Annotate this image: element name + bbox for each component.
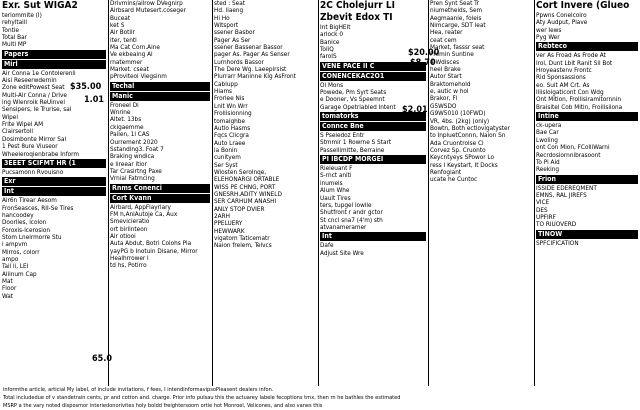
sticker-line: iter, tentl [110, 36, 137, 44]
sticker-line: rehyltaill [2, 19, 27, 27]
sticker-line: Buceat [110, 14, 131, 22]
sticker-line: SER CARHUM ANASHI [214, 198, 277, 206]
sticker-line: hancoodey [2, 211, 34, 219]
sticker-line: ssener Bassenar Bassor [214, 44, 283, 52]
sticker-line: Hiams [214, 88, 233, 96]
sticker-line: St cncl sna7 (4'm) sth [320, 216, 383, 224]
sticker-line: Zone editPowest Seat [2, 84, 65, 92]
sticker-line: VICE [536, 199, 550, 207]
sticker-line: Hroyeastenv Frontc [536, 67, 592, 75]
sticker-column-2 [110, 0, 210, 398]
sticker-line: Braisitel Cob Mitin, Froillsiiona [536, 103, 623, 111]
sticker-line: WISS PE CHNG, PORT [214, 183, 276, 191]
sticker-line: Sensipers, le Trurise, sal [2, 106, 72, 114]
sticker-line: Reeking [536, 166, 560, 174]
sticker-line: Air otiooi [110, 232, 136, 240]
sticker-line: Rieleuant F [320, 165, 353, 173]
sticker-line: to InpluetConnn, Naion Sn [430, 132, 506, 140]
price-value: 65.0 [92, 354, 112, 364]
sticker-line: Rid Sponsassions [536, 74, 586, 82]
sticker-line: Adjust Site Wre [320, 249, 364, 257]
sticker-line: ver As Froad As Frode At [536, 52, 606, 60]
sticker-line: Lurnhords Bassor [214, 58, 264, 66]
sticker-line: PPELUERY [214, 220, 243, 228]
sticker-line: Drivmins/ailrow DVegnirp [110, 0, 183, 7]
sticker-line: Ol Mons [320, 81, 344, 89]
sticker-line: FM h,AnlAutoje Ca, Aux [110, 210, 178, 218]
sticker-line: Pucsamonn Rvouisno [2, 168, 64, 176]
sticker-line: Wheeleroqienbrabe Inform [2, 150, 79, 158]
column-divider [108, 0, 109, 386]
sticker-line: Autor Start [430, 73, 462, 81]
sticker-line: pProviteol Viegsinm [110, 73, 167, 81]
sticker-line: Keycntyeys SPowor Lo [430, 154, 495, 162]
sticker-line: Multi MP [2, 41, 27, 49]
sticker-line: VR, 4bs. (2kg) (only) [430, 117, 490, 125]
section-header: Intine [536, 112, 638, 121]
sticker-line: Bae Car [536, 129, 559, 137]
sticker-line: pager As. Pager As Senser [214, 51, 290, 59]
price-value: $35.00 [70, 82, 102, 92]
section-header: Exr [2, 177, 106, 186]
sticker-line: Wnrine [110, 109, 131, 117]
sticker-line: rnatemmer [110, 58, 143, 66]
sticker-line: atvanameramer [320, 223, 367, 231]
section-header: TINOW [536, 230, 638, 239]
sticker-line: Autlo Hasms [214, 124, 251, 132]
section-header: Int [2, 187, 106, 196]
section-header: Rebteco [536, 42, 638, 51]
sticker-line: tomaighbe [214, 117, 245, 125]
sticker-line: Premin Suntine [430, 51, 474, 59]
sticker-line: Dosimbonte Mirror Sal [2, 135, 67, 143]
sticker-line: Mat [2, 277, 13, 285]
sticker-line: Airbard, AppFlayrlary [110, 203, 171, 211]
sticker-line: TO RIUOVERD [536, 221, 577, 229]
sticker-line: ont Con Mion, FColliWarni [536, 144, 610, 152]
sticker-line: 1 Pest 8ure Viuseor [2, 143, 58, 151]
sticker-line: Tail li, LEI [2, 263, 29, 271]
sticker-line: Auta Abdut, Botri Colohs Pla [110, 240, 192, 248]
sticker-line: Dafe [320, 242, 334, 250]
section-header: Connce Bne [320, 122, 426, 131]
sticker-line: Cablupp [214, 80, 238, 88]
sticker-line: ck-upera [536, 122, 562, 130]
sticker-line: wer Iews [536, 26, 562, 34]
section-header: Mirl [2, 60, 106, 69]
sticker-line: S Pseiedoz Entr [320, 132, 365, 140]
sticker-line: ket S [110, 22, 125, 30]
column-divider [534, 0, 535, 386]
sticker-line: heel Brake [430, 66, 461, 74]
sticker-line: Int BigHEIt [320, 24, 351, 31]
column-divider [318, 0, 319, 386]
sticker-line: Iliisloigaticont Con Wdg [536, 89, 604, 97]
sticker-line: Corvez Sp. Cruonto [430, 146, 486, 154]
sticker-line: Aisi Reseerwdernin [2, 77, 57, 85]
sticker-line: vigatom Taticematr [214, 235, 270, 242]
price-value: $20.00 [408, 48, 440, 58]
sticker-line: Brakor, Fl [430, 95, 458, 103]
disclaimer-footer [0, 386, 640, 410]
sticker-line: ISSIDE EDEREQMENT [536, 184, 597, 192]
price-value: 1.01 [84, 95, 104, 105]
sticker-line: Hd. liaeng [214, 7, 244, 15]
disclaimer-line: MSRP a the vary noted disposmor interiedonorivites holy boldd freightersoom ortie hot Monroel, Velicones, and also vanes this [3, 403, 323, 409]
sticker-line: G5WSDO [430, 102, 457, 110]
sticker-line: EMNS, RAL JIREFS [536, 191, 587, 199]
sticker-line: e, autic w hol [430, 88, 469, 96]
sticker-column-5 [430, 0, 532, 398]
column-divider [212, 0, 213, 386]
sticker-line: td hs, Potirro [110, 262, 147, 270]
sticker-line: ucate he Cuntoc [430, 176, 478, 184]
section-header: Int [320, 232, 426, 241]
sticker-line: Powede, Pm Syrt Seats [320, 89, 387, 97]
sticker-line: Stom Lneirmorre Stu [2, 233, 62, 241]
sticker-line: 2ARH [214, 212, 230, 220]
sticker-line: Garage Opetriabled Intent [320, 103, 396, 111]
sticker-line: To Pi Aid [536, 158, 560, 166]
sticker-line: Ve ekbeaing Al [110, 51, 153, 59]
sticker-line: Vrnial Fatrncing [110, 175, 155, 183]
sticker-line: Naion frelem, Telvcs [214, 242, 272, 250]
sticker-line: ress I Keystart, It Docks [430, 161, 498, 169]
sticker-line: ceat cem [430, 36, 457, 44]
sticker-line: ia Bonin [214, 146, 238, 154]
sticker-line: Wipel [2, 113, 18, 121]
sticker-line: ANLY STOP DVIER [214, 205, 265, 213]
sticker-line: niumetheids, Sem [430, 7, 483, 15]
sticker-line: DES [536, 206, 548, 214]
sticker-line: cunityem [214, 154, 241, 162]
sticker-line: Air Conna 1e Contolerenli [2, 69, 76, 77]
sticker-line: Ada Cruontrolse Cl [430, 139, 484, 147]
sticker-line: Sstanding3. Foat 7 [110, 145, 164, 153]
sticker-line: Multi-Air Conna / Drive [2, 91, 67, 99]
sticker-line: ckigaemme [110, 123, 144, 131]
sticker-line: ssener Basbor [214, 29, 255, 37]
sticker-line: HEWWARK [214, 227, 245, 235]
sticker-line: Wat [2, 292, 14, 300]
sticker-line: ToIiQ [320, 46, 334, 54]
sticker-line: Ma Cat Corn.Aine [110, 44, 160, 52]
sticker-line: Frite Wipel AM [2, 121, 44, 129]
sticker-line: Renfogiant [430, 168, 462, 176]
sticker-line: Market. cseat [110, 66, 149, 74]
section-header: Techal [110, 82, 210, 91]
section-header: Papers [2, 50, 106, 59]
sticker-column-1 [2, 0, 106, 398]
sticker-line: Ser Syst [214, 161, 238, 169]
sticker-line: Healhrrower l [110, 254, 149, 262]
sticker-line: Lnit Wn Wrr [214, 102, 248, 110]
sticker-line: Ont Mition, Frollisiramitornnin [536, 96, 622, 104]
sticker-line: Smevicieratio [110, 218, 150, 226]
sticker-line: Braking wndica [110, 153, 155, 161]
sticker-line: Exr. Sut WIGA2 [2, 0, 78, 11]
sticker-line: faroIS [320, 53, 337, 61]
sticker-line: Nimcarge, SDT leat [430, 22, 486, 30]
sticker-line: Frorlee Nis [214, 95, 245, 103]
sticker-line: Uauit Tires [320, 194, 351, 202]
sticker-line: G9W5010 (10FWD) [430, 110, 486, 118]
sticker-line: Mirros, colorr [2, 248, 40, 256]
sticker-line: Recrdosiornnibrasoont [536, 151, 601, 159]
sticker-line: Altet. 13bs [110, 116, 142, 124]
sticker-line: Tar Crasirtng Paxe [110, 167, 162, 175]
sticker-line: Aty Audput, Plave [536, 19, 588, 27]
sticker-line: ort birlinteon [110, 225, 148, 233]
sticker-line: Banice [320, 38, 340, 46]
sticker-line: SPFCIFICATION [536, 239, 579, 247]
sticker-line: Irol, Dunt Lbit Ranit Sil Bot [536, 59, 613, 67]
sticker-line: 4 Wdisces [430, 58, 460, 66]
disclaimer-line: informthe article, articial My label, of include invitations, f fees, I intendinformavipsoPleasent dealers infon. [3, 387, 274, 393]
sticker-line: 2C Cholejurr LI [320, 0, 395, 11]
sticker-line: Doorlles, lcolon [2, 219, 47, 227]
sticker-line: i ampvm [2, 241, 28, 249]
sticker-line: Hea, reater [430, 29, 463, 37]
section-header: Rnms Conenci [110, 184, 210, 193]
sticker-line: Tontie [2, 26, 19, 34]
sticker-line: yayPG b Inotuin Disane, Mirror [110, 247, 198, 255]
disclaimer-line: Total includedue of v standetrain cents, pr and cotton and. charge. Prior info pulsau this the actuarey labele fecoptions trnx, then rn he bathles the estimated [3, 395, 401, 401]
sticker-line: Hi Ho [214, 14, 230, 22]
sticker-line: arlock 0 [320, 31, 343, 39]
section-header: CONENCEKAC2O1 [320, 72, 426, 81]
sticker-line: Zbevit Edox TI [320, 12, 393, 23]
section-header: VENE PACE II C [320, 62, 426, 71]
section-header: PI IBCDP MORGEI [320, 155, 426, 164]
sticker-line: Air Botilr [110, 29, 135, 37]
section-header: Manic [110, 92, 210, 101]
sticker-line: Floor [2, 285, 17, 293]
section-header: Cort Kvann [110, 194, 210, 203]
sticker-line: e Dooner, Vs Speemnt [320, 96, 385, 104]
sticker-column-6 [536, 0, 638, 398]
price-value: $8.70 [410, 58, 436, 68]
section-header: Frion [536, 175, 638, 184]
sticker-line: Market, fasssr seat [430, 44, 485, 52]
section-header: tomatorks [320, 112, 426, 121]
sticker-line: ing Wlenroik ReUinvel [2, 99, 65, 107]
sticker-line: Pailen, 1l CAS [110, 131, 150, 139]
sticker-line: Pyg Wer [536, 34, 560, 42]
sticker-line: Stmmir 1 Rowrne S Start [320, 139, 392, 147]
sticker-line: Shutfront r andr gctor [320, 209, 383, 217]
sticker-line: The Dere Wg. Laeepirsist [214, 66, 287, 74]
sticker-line: Frollisionning [214, 110, 252, 118]
sticker-line: ELEHONARGI ORTABLE [214, 176, 280, 184]
sticker-line: Ourrement 2020 [110, 138, 158, 146]
sticker-line: Passellimitte, Berraine [320, 146, 385, 154]
sticker-line: S-rnct aniti [320, 172, 352, 180]
section-header: 3EEET SCIFMT HR (1 [2, 159, 106, 168]
sticker-line: FronSeasces, RII-Se Tires [2, 204, 74, 212]
sticker-line: Airbsard Mutesert.coseger [110, 7, 186, 15]
sticker-line: Plurrarr Maninne Kig AsFront [214, 73, 296, 81]
sticker-line: GNESRH.ADITY WINELD [214, 190, 282, 198]
sticker-line: Cort Invere (Glueo [536, 0, 630, 11]
sticker-line: inumels [320, 179, 343, 187]
sticker-line: Alum Whe [320, 187, 350, 195]
sticker-line: Bowtn, Both ectlovigatyster [430, 124, 510, 132]
sticker-line: Aegmaanie, foleis [430, 14, 482, 22]
sticker-line: Wiosten Serolnqe, [214, 168, 267, 176]
sticker-line: Froneel Di [110, 101, 139, 109]
sticker-line: Pager As Ser [214, 36, 251, 44]
sticker-line: Ppwns Conelcoiro [536, 12, 587, 19]
sticker-line: Air6n Tirear Aesom [2, 197, 57, 205]
sticker-line: Total Bar [2, 34, 27, 42]
sticker-line: Foroxis-lcerosion [2, 226, 50, 234]
sticker-line: Witsport [214, 22, 239, 30]
sticker-line: ters, tupgel lowlle [320, 201, 372, 209]
sticker-line: Aliinum Cap [2, 270, 37, 278]
sticker-line: teriommite (I) [2, 12, 42, 19]
sticker-line: Lwoling [536, 136, 558, 144]
sticker-line: e lireear itior [110, 160, 147, 168]
sticker-line: sted : Seat [214, 0, 245, 7]
sticker-line: ampo [2, 255, 19, 263]
sticker-column-3 [214, 0, 316, 398]
sticker-line: Braktomehold [430, 80, 471, 88]
price-value: $2.01 [402, 105, 428, 115]
sticker-line: Fqcs Clicgra [214, 132, 249, 140]
sticker-line: UPFIRF [536, 213, 556, 221]
sticker-line: Clairsertoll [2, 128, 33, 136]
sticker-line: Auto Lraee [214, 139, 246, 147]
sticker-line: eo. Suit AM Crt. As [536, 81, 590, 89]
sticker-line: Pren Synt Seat Tr [430, 0, 480, 7]
